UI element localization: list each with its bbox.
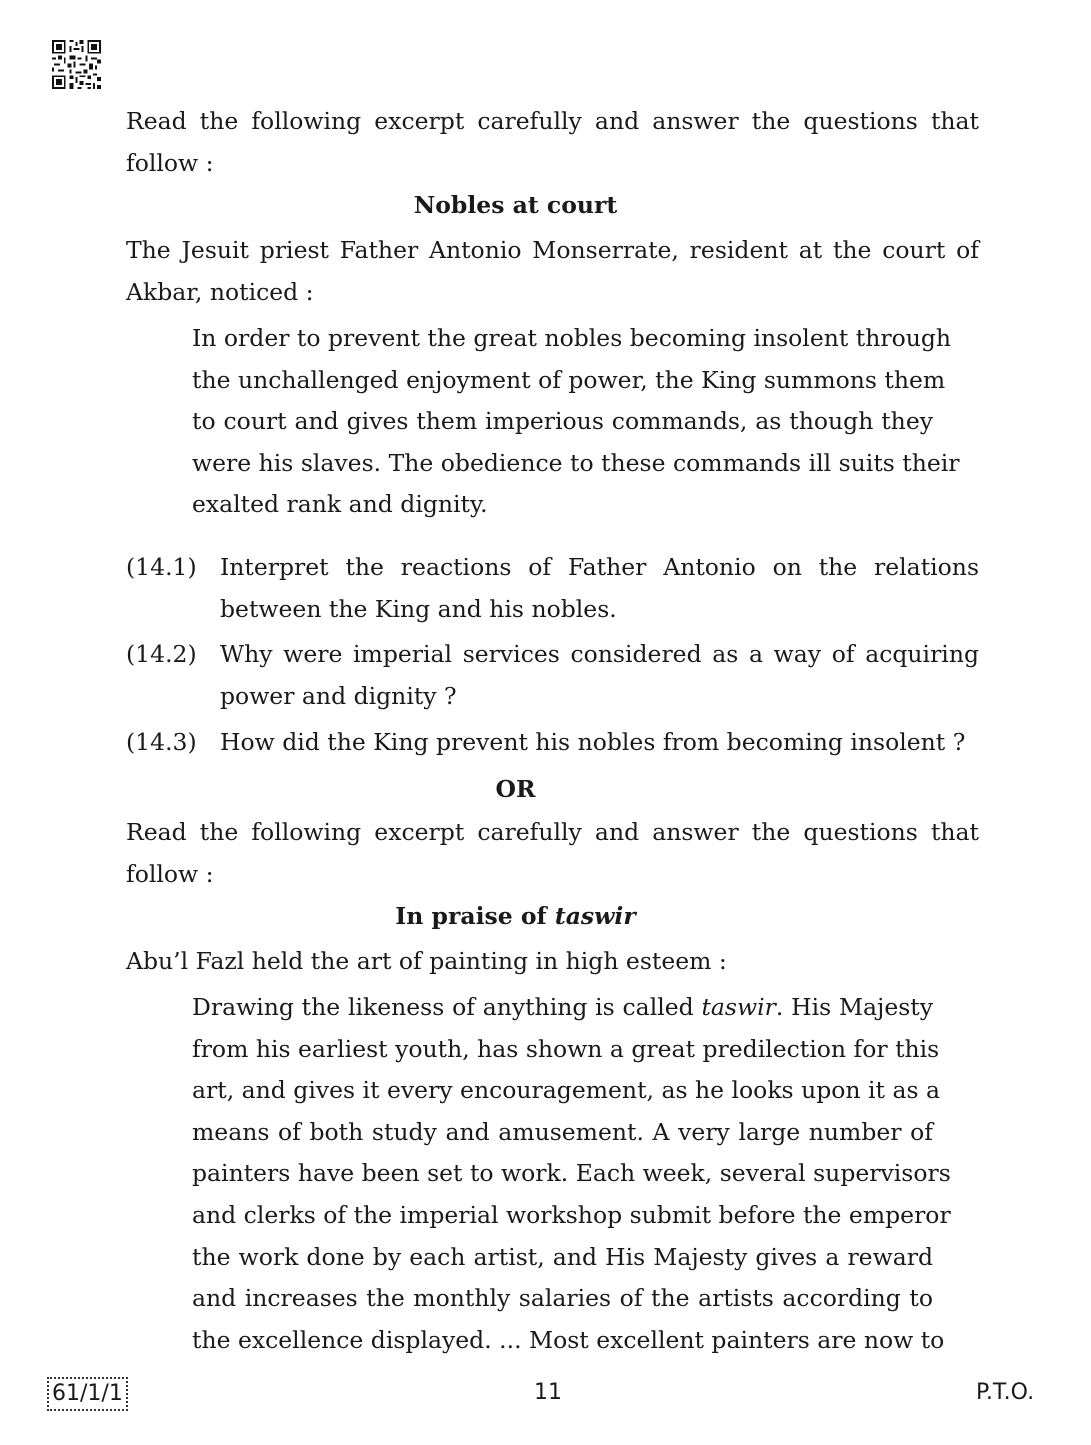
excerpt2-title (126, 901, 905, 931)
excerpt2-intro-line2: follow : (126, 859, 214, 888)
question-text-line1: Why were imperial services considered as a way of acquiring (220, 640, 979, 668)
excerpt1-lead-line2: Akbar, noticed : (126, 277, 314, 306)
excerpt2-title-prefix: In praise of (395, 902, 555, 930)
excerpt1-quote (192, 318, 960, 526)
excerpt1-title: Nobles at court (413, 191, 618, 219)
excerpt2-lead-line: Abu’l Fazl held the art of painting in high esteem : (126, 947, 727, 975)
quote-line: painters have been set to work. Each week, several supervisors (192, 1159, 951, 1188)
question-text-line1: Interpret the reactions of Father Antonio on the relations (220, 553, 979, 581)
quote-line: means of both study and amusement. A very large number of (192, 1117, 933, 1146)
excerpt2-lead (126, 941, 979, 983)
excerpt1-lead (126, 230, 979, 313)
question-text-line2: between the King and his nobles. (220, 594, 617, 623)
quote-line: were his slaves. The obedience to these commands ill suits their (192, 448, 960, 477)
question-number: (14.3) (126, 728, 197, 756)
pto-label: P.T.O. (976, 1380, 1035, 1405)
excerpt1-intro (126, 101, 979, 184)
qr-code-icon (52, 40, 101, 89)
page-footer (0, 1377, 1091, 1411)
quote-line: exalted rank and dignity. (192, 490, 488, 519)
excerpt2-intro (126, 812, 979, 895)
quote-line (192, 987, 933, 1029)
quote-line: the excellence displayed. ... Most excellent painters are now to (192, 1325, 945, 1354)
question-number: (14.1) (126, 553, 197, 581)
excerpt2-intro-line1: Read the following excerpt carefully and answer the questions that (126, 818, 979, 846)
page-number: 11 (534, 1380, 562, 1405)
excerpt1-intro-line2: follow : (126, 148, 214, 177)
quote-line: the work done by each artist, and His Majesty gives a reward (192, 1242, 933, 1271)
excerpt1-intro-line1: Read the following excerpt carefully and answer the questions that (126, 107, 979, 135)
quote-line-suffix: . His Majesty (775, 993, 934, 1021)
excerpt2-quote (192, 987, 951, 1361)
excerpt1-lead-line1: The Jesuit priest Father Antonio Monserrate, resident at the court of (126, 236, 979, 264)
quote-line-prefix: Drawing the likeness of anything is called (192, 993, 702, 1021)
quote-line: In order to prevent the great nobles becoming insolent through (192, 324, 952, 352)
quote-line: art, and gives it every encouragement, as he looks upon it as a (192, 1076, 940, 1105)
quote-line: to court and gives them imperious commands, as though they (192, 407, 933, 436)
question-number: (14.2) (126, 640, 197, 668)
question-text-line1: How did the King prevent his nobles from becoming insolent ? (220, 728, 966, 756)
or-separator: OR (495, 775, 536, 803)
quote-line: the unchallenged enjoyment of power, the King summons them (192, 365, 946, 394)
quote-line: from his earliest youth, has shown a great predilection for this (192, 1034, 940, 1063)
paper-code-badge: 61/1/1 (47, 1377, 128, 1411)
question-text-line2: power and dignity ? (220, 681, 457, 710)
excerpt2-title-italic: taswir (554, 902, 636, 930)
quote-line-italic: taswir (701, 993, 776, 1021)
quote-line: and clerks of the imperial workshop submit before the emperor (192, 1200, 951, 1229)
quote-line: and increases the monthly salaries of the artists according to (192, 1284, 933, 1313)
